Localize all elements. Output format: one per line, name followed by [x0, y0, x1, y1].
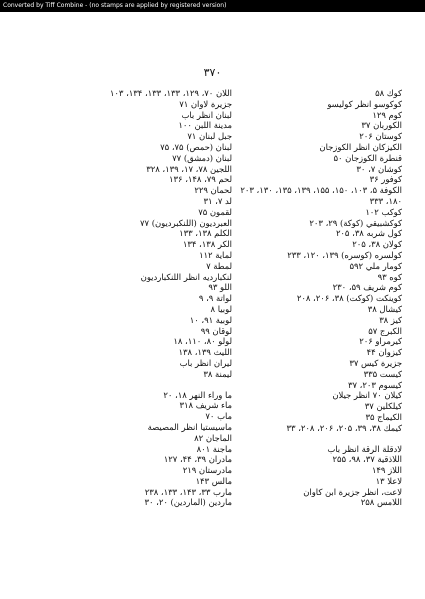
index-entry: كول شربه ۳۸، ۲۰۵: [335, 228, 402, 239]
index-entry: الكبرج ۵۷: [368, 325, 402, 336]
index-entry: كوكوسو انظر كوليسو: [327, 98, 402, 109]
index-entry: الماجان ۸۲: [194, 432, 232, 443]
index-entry: ماء شريف ۳۱۸: [179, 400, 232, 411]
index-entry: كوفور ۳۶: [369, 174, 402, 185]
index-entry: العبرديون (اللنكبرديون) ۷۷: [140, 217, 232, 228]
index-entry: كوم ۱۲۹: [372, 109, 402, 120]
index-entry: الكيزكان انظر الكوزجان: [319, 141, 402, 152]
page-number: ۳۷۰: [203, 66, 222, 79]
index-entry: اللاز ۱۴۹: [371, 465, 402, 476]
index-entry: الكلم ۱۳۸، ۱۳۳: [179, 228, 232, 239]
index-entry: جزيرة لاوان ۷۱: [179, 98, 232, 109]
index-entry: لبنان انظر باب: [181, 109, 232, 120]
index-entry: كيست ۳۳۵: [363, 368, 402, 379]
index-entry: كيز ۳۸: [379, 314, 402, 325]
index-entry: مارب ۳۳، ۱۴۳، ۱۳۳، ۲۳۸: [144, 486, 232, 497]
index-entry: ما وراء النهر ۱۸، ۲۰: [163, 389, 232, 400]
index-entry: لوبية ۹۱، ۱۰: [189, 314, 232, 325]
index-entry: لوقان ۹۹: [200, 325, 232, 336]
index-entry: لبنان (حمص) ۷۵، ۷۵: [160, 141, 232, 152]
index-entry: لماية ۱۱۲: [199, 249, 232, 260]
index-entry: لولو ۸۰، ۱۱۰، ۱۸: [173, 336, 232, 347]
index-entry: لحم ۷۹، ۱۴۸، ۱۳۶: [169, 174, 232, 185]
index-entry: مادران ۳۹، ۴۴، ۱۲۷: [163, 454, 232, 465]
index-column-left: [72, 88, 232, 508]
index-entry: اللامس ۲۵۸: [360, 497, 402, 508]
index-entry: مالس ۱۴۳: [195, 475, 232, 486]
index-entry: لادقلة الرقة انظر باب: [327, 443, 402, 454]
index-entry: كوه ۹۳: [377, 271, 402, 282]
index-entry: ۱۸۰، ۳۳۳: [369, 195, 402, 206]
index-entry: كيزوان ۴۴: [366, 347, 402, 358]
index-entry: كيشال ۳۸: [367, 303, 402, 314]
index-entry: كوستان ۲۰۶: [359, 131, 402, 142]
index-entry: ماردين (الماردين) ۲۰، ۳۰: [144, 497, 232, 508]
index-entry: كوشان ۷، ۳۰: [356, 163, 402, 174]
index-entry: كيلان ۷۰ انظر جيلان: [332, 390, 402, 401]
index-entry: كيمك ۳۸، ۳۹، ۲۰۵، ۲۰۶، ۲۰۸، ۳۳: [286, 422, 402, 433]
index-entry: لاعلا ۱۳: [375, 475, 402, 486]
index-entry: لبنان (دمشق) ۷۷: [172, 152, 232, 163]
index-entry: لمطة ۷: [206, 260, 232, 271]
index-entry: اللو ۹۳: [208, 282, 232, 293]
index-entry: مادرستان ۲۱۹: [182, 465, 232, 476]
index-entry: اللاذقية ۳۷، ۹۸، ۲۵۵: [332, 454, 402, 465]
index-entry: ماجنة ۸۰۱: [196, 443, 232, 454]
index-entry: ليمنة ۳۸: [203, 368, 232, 379]
index-entry: قنطرة الكوزجان ۵۰: [333, 152, 402, 163]
index-entry: كومار ملي ۵۹۲: [349, 260, 402, 271]
index-entry: لنكبارديه انظر اللنكبارديون: [140, 271, 232, 282]
index-entry: كوكشبيقي (كوكة) ۲۹، ۲۰۳: [309, 217, 402, 228]
index-entry: لد ۷، ۳۱: [203, 195, 232, 206]
index-entry: الكوفة ۵، ۱۰۳، ۱۵۰، ۱۵۵، ۱۳۹، ۱۳۵، ۱۳۰، ۲۰۳: [240, 185, 402, 196]
index-entry: لقمون ۷۵: [198, 206, 232, 217]
index-entry: اللجين ۷۸، ۱۷، ۱۳۹، ۳۲۸: [146, 163, 232, 174]
index-entry: كولان ۳۸، ۲۰۵: [352, 239, 402, 250]
index-entry: لواتة ۹، ۹: [198, 293, 232, 304]
index-entry: كوم شريف ۵۹، ۲۳۰: [332, 282, 402, 293]
index-entry: لوبيا ۸: [210, 303, 232, 314]
index-entry: اللان ۷۰، ۱۲۹، ۱۳۳، ۱۳۳، ۱۳۴، ۱۰۳: [109, 88, 232, 98]
index-entry: ماب ۷۰: [205, 411, 232, 422]
index-entry: مدينة اللبن ۱۰۰: [178, 120, 232, 131]
index-entry: كوك ۵۸: [375, 88, 402, 98]
index-entry: الكر ۱۳۸، ۱۳۴: [182, 239, 232, 250]
index-entry: الكيماج ۳۵: [365, 411, 402, 422]
index-column-right: [226, 88, 402, 508]
index-entry: الكوربان ۳۷: [361, 120, 402, 131]
converter-banner: Converted by Tiff Combine - (no stamps are applied by registered version): [0, 0, 425, 12]
index-entry: ليران انظر باب: [179, 357, 232, 368]
index-entry: كيلكلين ۳۷: [364, 401, 402, 412]
index-entry: جبل لبنان ۷۱: [187, 131, 232, 142]
index-entry: الليث ۱۳۹، ۱۳۸: [178, 347, 232, 358]
index-entry: لاعت، انظر جزيرة ابن كاوان: [303, 486, 402, 497]
index-entry: جزيرة كيس ۳۷: [349, 357, 402, 368]
index-entry: كيسوم ۲۰۳، ۳۷: [347, 379, 402, 390]
index-entry: لحمان ۲۲۹: [194, 185, 232, 196]
index-entry: كيرمراو ۲۰۶: [359, 336, 402, 347]
index-entry: كولسره (كوسره) ۱۳۹، ۱۲۰، ۲۳۳: [287, 249, 402, 260]
index-entry: ماسيستيا انظر المصيصة: [147, 421, 232, 432]
index-entry: كوكب ۱۰۲: [365, 206, 402, 217]
index-entry: كوينكت (كوكت) ۳۸، ۲۰۶، ۲۰۸: [296, 293, 402, 304]
